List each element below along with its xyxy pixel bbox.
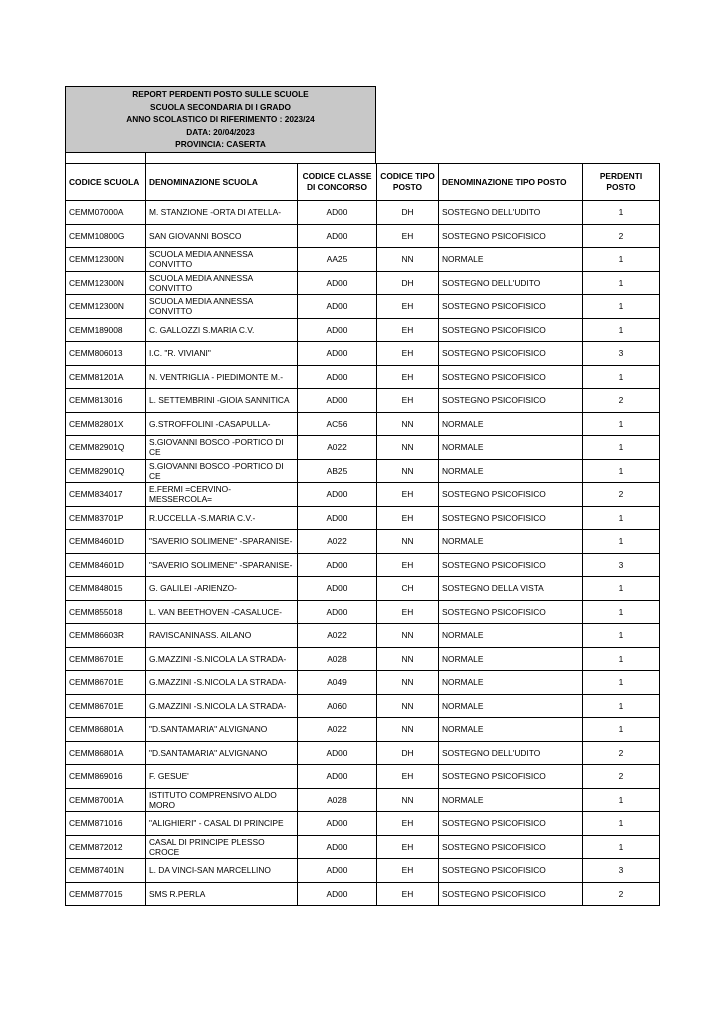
cell-codice-scuola: CEMM855018 [66, 600, 146, 624]
cell-perdenti: 2 [583, 483, 660, 507]
header-denominazione-scuola: DENOMINAZIONE SCUOLA [146, 164, 298, 201]
cell-codice-classe: AD00 [298, 389, 377, 413]
cell-denominazione-tipo: NORMALE [439, 530, 583, 554]
cell-codice-tipo: NN [377, 788, 439, 812]
cell-denominazione-tipo: SOSTEGNO PSICOFISICO [439, 506, 583, 530]
cell-codice-tipo: EH [377, 483, 439, 507]
cell-denominazione-tipo: SOSTEGNO DELL'UDITO [439, 201, 583, 225]
cell-perdenti: 1 [583, 577, 660, 601]
cell-denominazione-scuola: C. GALLOZZI S.MARIA C.V. [146, 318, 298, 342]
cell-denominazione-scuola: G.STROFFOLINI -CASAPULLA- [146, 412, 298, 436]
table-row [66, 342, 660, 366]
cell-denominazione-tipo: NORMALE [439, 671, 583, 695]
cell-denominazione-tipo: SOSTEGNO PSICOFISICO [439, 553, 583, 577]
cell-denominazione-tipo: SOSTEGNO PSICOFISICO [439, 224, 583, 248]
cell-codice-scuola: CEMM877015 [66, 882, 146, 906]
cell-perdenti: 1 [583, 248, 660, 272]
cell-denominazione-scuola: R.UCCELLA -S.MARIA C.V.- [146, 506, 298, 530]
table-row [66, 248, 660, 272]
cell-codice-classe: A028 [298, 647, 377, 671]
cell-codice-classe: A022 [298, 718, 377, 742]
cell-codice-tipo: EH [377, 318, 439, 342]
cell-denominazione-tipo: SOSTEGNO DELL'UDITO [439, 271, 583, 295]
cell-denominazione-tipo: NORMALE [439, 459, 583, 483]
cell-codice-classe: A022 [298, 436, 377, 460]
table-row [66, 483, 660, 507]
cell-codice-scuola: CEMM82901Q [66, 436, 146, 460]
cell-codice-scuola: CEMM12300N [66, 248, 146, 272]
cell-denominazione-scuola: L. VAN BEETHOVEN -CASALUCE- [146, 600, 298, 624]
cell-codice-scuola: CEMM81201A [66, 365, 146, 389]
table-row [66, 553, 660, 577]
cell-perdenti: 3 [583, 342, 660, 366]
cell-denominazione-tipo: SOSTEGNO PSICOFISICO [439, 812, 583, 836]
cell-perdenti: 1 [583, 812, 660, 836]
cell-codice-scuola: CEMM189008 [66, 318, 146, 342]
cell-codice-classe: AD00 [298, 741, 377, 765]
losers-table [65, 163, 660, 906]
cell-perdenti: 3 [583, 859, 660, 883]
cell-codice-tipo: EH [377, 882, 439, 906]
cell-denominazione-scuola: S.GIOVANNI BOSCO -PORTICO DI CE [146, 436, 298, 460]
cell-codice-tipo: EH [377, 812, 439, 836]
cell-codice-scuola: CEMM86801A [66, 718, 146, 742]
table-header-row [66, 164, 660, 201]
cell-codice-tipo: DH [377, 201, 439, 225]
table-row [66, 224, 660, 248]
cell-denominazione-scuola: CASAL DI PRINCIPE PLESSO CROCE [146, 835, 298, 859]
cell-denominazione-tipo: SOSTEGNO PSICOFISICO [439, 365, 583, 389]
cell-codice-tipo: EH [377, 506, 439, 530]
cell-codice-scuola: CEMM86603R [66, 624, 146, 648]
cell-denominazione-tipo: NORMALE [439, 436, 583, 460]
cell-codice-tipo: EH [377, 765, 439, 789]
cell-denominazione-scuola: M. STANZIONE -ORTA DI ATELLA- [146, 201, 298, 225]
cell-denominazione-scuola: G. GALILEI -ARIENZO- [146, 577, 298, 601]
cell-codice-scuola: CEMM872012 [66, 835, 146, 859]
cell-denominazione-tipo: SOSTEGNO PSICOFISICO [439, 295, 583, 319]
table-row [66, 365, 660, 389]
cell-denominazione-tipo: SOSTEGNO PSICOFISICO [439, 483, 583, 507]
cell-codice-tipo: CH [377, 577, 439, 601]
cell-codice-tipo: NN [377, 248, 439, 272]
cell-perdenti: 1 [583, 412, 660, 436]
cell-denominazione-tipo: NORMALE [439, 647, 583, 671]
cell-perdenti: 2 [583, 224, 660, 248]
cell-denominazione-scuola: ISTITUTO COMPRENSIVO ALDO MORO [146, 788, 298, 812]
cell-codice-scuola: CEMM82901Q [66, 459, 146, 483]
cell-codice-classe: AD00 [298, 577, 377, 601]
cell-codice-classe: AD00 [298, 201, 377, 225]
cell-perdenti: 1 [583, 436, 660, 460]
cell-codice-classe: AD00 [298, 506, 377, 530]
cell-codice-scuola: CEMM869016 [66, 765, 146, 789]
cell-codice-classe: AD00 [298, 271, 377, 295]
cell-codice-tipo: NN [377, 694, 439, 718]
cell-codice-classe: A022 [298, 624, 377, 648]
cell-codice-scuola: CEMM12300N [66, 271, 146, 295]
cell-denominazione-scuola: G.MAZZINI -S.NICOLA LA STRADA- [146, 671, 298, 695]
cell-codice-scuola: CEMM848015 [66, 577, 146, 601]
table-row [66, 271, 660, 295]
table-body [66, 201, 660, 906]
cell-codice-classe: AC56 [298, 412, 377, 436]
cell-codice-tipo: DH [377, 271, 439, 295]
cell-codice-tipo: DH [377, 741, 439, 765]
cell-denominazione-scuola: I.C. "R. VIVIANI" [146, 342, 298, 366]
cell-perdenti: 1 [583, 459, 660, 483]
table-row [66, 812, 660, 836]
cell-codice-tipo: EH [377, 553, 439, 577]
header-codice-tipo: CODICE TIPO POSTO [377, 164, 439, 201]
cell-perdenti: 1 [583, 600, 660, 624]
cell-codice-classe: AD00 [298, 812, 377, 836]
header-codice-classe: CODICE CLASSE DI CONCORSO [298, 164, 377, 201]
school-level: SCUOLA SECONDARIA DI I GRADO [150, 101, 291, 112]
cell-perdenti: 1 [583, 201, 660, 225]
cell-denominazione-tipo: SOSTEGNO PSICOFISICO [439, 318, 583, 342]
cell-perdenti: 1 [583, 506, 660, 530]
table-row [66, 600, 660, 624]
cell-codice-classe: A022 [298, 530, 377, 554]
cell-denominazione-scuola: "ALIGHIERI" - CASAL DI PRINCIPE [146, 812, 298, 836]
cell-codice-tipo: NN [377, 647, 439, 671]
cell-codice-tipo: NN [377, 412, 439, 436]
cell-codice-classe: AD00 [298, 224, 377, 248]
cell-denominazione-scuola: SCUOLA MEDIA ANNESSA CONVITTO [146, 271, 298, 295]
cell-denominazione-scuola: G.MAZZINI -S.NICOLA LA STRADA- [146, 694, 298, 718]
cell-perdenti: 2 [583, 765, 660, 789]
cell-perdenti: 3 [583, 553, 660, 577]
cell-denominazione-tipo: NORMALE [439, 248, 583, 272]
table-row [66, 389, 660, 413]
cell-codice-tipo: NN [377, 624, 439, 648]
cell-codice-classe: AB25 [298, 459, 377, 483]
table-row [66, 741, 660, 765]
cell-denominazione-scuola: SCUOLA MEDIA ANNESSA CONVITTO [146, 248, 298, 272]
report-header [65, 86, 376, 153]
cell-codice-scuola: CEMM07000A [66, 201, 146, 225]
cell-denominazione-scuola: SAN GIOVANNI BOSCO [146, 224, 298, 248]
table-row [66, 859, 660, 883]
cell-denominazione-tipo: NORMALE [439, 412, 583, 436]
cell-codice-tipo: EH [377, 342, 439, 366]
cell-denominazione-scuola: SMS R.PERLA [146, 882, 298, 906]
school-year: ANNO SCOLASTICO DI RIFERIMENTO : 2023/24 [126, 114, 315, 125]
cell-perdenti: 1 [583, 295, 660, 319]
cell-codice-tipo: EH [377, 859, 439, 883]
cell-codice-classe: A028 [298, 788, 377, 812]
table-row [66, 459, 660, 483]
table-row [66, 201, 660, 225]
cell-codice-classe: AD00 [298, 483, 377, 507]
header-codice-scuola: CODICE SCUOLA [66, 164, 146, 201]
cell-denominazione-scuola: N. VENTRIGLIA - PIEDIMONTE M.- [146, 365, 298, 389]
table-row [66, 436, 660, 460]
table-row [66, 765, 660, 789]
cell-perdenti: 1 [583, 835, 660, 859]
cell-codice-scuola: CEMM10800G [66, 224, 146, 248]
cell-perdenti: 1 [583, 318, 660, 342]
cell-codice-scuola: CEMM87401N [66, 859, 146, 883]
header-divider [65, 153, 376, 163]
cell-perdenti: 2 [583, 741, 660, 765]
header-perdenti: PERDENTI POSTO [583, 164, 660, 201]
table-row [66, 506, 660, 530]
cell-codice-scuola: CEMM12300N [66, 295, 146, 319]
cell-codice-tipo: NN [377, 671, 439, 695]
cell-codice-scuola: CEMM84601D [66, 553, 146, 577]
cell-denominazione-scuola: G.MAZZINI -S.NICOLA LA STRADA- [146, 647, 298, 671]
cell-denominazione-tipo: SOSTEGNO PSICOFISICO [439, 600, 583, 624]
cell-codice-tipo: EH [377, 600, 439, 624]
cell-perdenti: 1 [583, 365, 660, 389]
cell-codice-tipo: EH [377, 389, 439, 413]
cell-codice-tipo: NN [377, 530, 439, 554]
cell-perdenti: 1 [583, 530, 660, 554]
cell-denominazione-tipo: SOSTEGNO PSICOFISICO [439, 835, 583, 859]
report-title: REPORT PERDENTI POSTO SULLE SCUOLE [132, 89, 309, 100]
table-row [66, 788, 660, 812]
cell-denominazione-tipo: SOSTEGNO PSICOFISICO [439, 882, 583, 906]
cell-denominazione-tipo: SOSTEGNO PSICOFISICO [439, 342, 583, 366]
cell-denominazione-scuola: S.GIOVANNI BOSCO -PORTICO DI CE [146, 459, 298, 483]
cell-denominazione-scuola: "SAVERIO SOLIMENE" -SPARANISE- [146, 530, 298, 554]
cell-denominazione-scuola: SCUOLA MEDIA ANNESSA CONVITTO [146, 295, 298, 319]
cell-denominazione-scuola: "D.SANTAMARIA" ALVIGNANO [146, 741, 298, 765]
cell-codice-classe: AD00 [298, 835, 377, 859]
cell-denominazione-scuola: E.FERMI =CERVINO-MESSERCOLA= [146, 483, 298, 507]
cell-denominazione-tipo: SOSTEGNO DELL'UDITO [439, 741, 583, 765]
table-row [66, 671, 660, 695]
cell-codice-classe: AD00 [298, 318, 377, 342]
cell-perdenti: 1 [583, 671, 660, 695]
cell-denominazione-tipo: SOSTEGNO PSICOFISICO [439, 389, 583, 413]
table-row [66, 694, 660, 718]
table-row [66, 882, 660, 906]
cell-denominazione-scuola: L. SETTEMBRINI -GIOIA SANNITICA [146, 389, 298, 413]
cell-codice-classe: AD00 [298, 765, 377, 789]
cell-denominazione-tipo: NORMALE [439, 624, 583, 648]
cell-codice-tipo: NN [377, 718, 439, 742]
cell-codice-scuola: CEMM86701E [66, 694, 146, 718]
cell-codice-classe: A049 [298, 671, 377, 695]
cell-codice-classe: AD00 [298, 600, 377, 624]
cell-denominazione-scuola: L. DA VINCI-SAN MARCELLINO [146, 859, 298, 883]
cell-codice-scuola: CEMM834017 [66, 483, 146, 507]
cell-perdenti: 1 [583, 271, 660, 295]
cell-codice-scuola: CEMM86701E [66, 671, 146, 695]
cell-codice-scuola: CEMM806013 [66, 342, 146, 366]
cell-perdenti: 2 [583, 882, 660, 906]
cell-denominazione-scuola: F. GESUE' [146, 765, 298, 789]
table-row [66, 835, 660, 859]
table-row [66, 295, 660, 319]
cell-codice-tipo: EH [377, 224, 439, 248]
cell-denominazione-tipo: NORMALE [439, 718, 583, 742]
cell-codice-classe: AD00 [298, 365, 377, 389]
table-row [66, 624, 660, 648]
cell-denominazione-tipo: SOSTEGNO PSICOFISICO [439, 859, 583, 883]
cell-perdenti: 1 [583, 694, 660, 718]
cell-codice-scuola: CEMM87001A [66, 788, 146, 812]
cell-codice-scuola: CEMM83701P [66, 506, 146, 530]
province: PROVINCIA: CASERTA [175, 139, 266, 150]
cell-denominazione-scuola: RAVISCANINASS. AILANO [146, 624, 298, 648]
cell-codice-tipo: NN [377, 436, 439, 460]
cell-codice-scuola: CEMM86801A [66, 741, 146, 765]
cell-perdenti: 1 [583, 718, 660, 742]
cell-codice-classe: AA25 [298, 248, 377, 272]
cell-perdenti: 2 [583, 389, 660, 413]
cell-codice-tipo: EH [377, 365, 439, 389]
cell-codice-scuola: CEMM82801X [66, 412, 146, 436]
cell-codice-scuola: CEMM84601D [66, 530, 146, 554]
cell-codice-classe: AD00 [298, 882, 377, 906]
header-denominazione-tipo: DENOMINAZIONE TIPO POSTO [439, 164, 583, 201]
cell-perdenti: 1 [583, 624, 660, 648]
cell-denominazione-scuola: "SAVERIO SOLIMENE" -SPARANISE- [146, 553, 298, 577]
cell-denominazione-tipo: NORMALE [439, 694, 583, 718]
table-row [66, 718, 660, 742]
cell-denominazione-scuola: "D.SANTAMARIA" ALVIGNANO [146, 718, 298, 742]
report-date: DATA: 20/04/2023 [186, 126, 255, 137]
cell-denominazione-tipo: SOSTEGNO PSICOFISICO [439, 765, 583, 789]
table-row [66, 647, 660, 671]
cell-denominazione-tipo: SOSTEGNO DELLA VISTA [439, 577, 583, 601]
cell-codice-scuola: CEMM86701E [66, 647, 146, 671]
cell-codice-classe: AD00 [298, 553, 377, 577]
cell-perdenti: 1 [583, 788, 660, 812]
cell-perdenti: 1 [583, 647, 660, 671]
cell-codice-classe: A060 [298, 694, 377, 718]
cell-codice-classe: AD00 [298, 295, 377, 319]
cell-codice-tipo: EH [377, 295, 439, 319]
cell-codice-classe: AD00 [298, 859, 377, 883]
table-row [66, 318, 660, 342]
cell-codice-tipo: EH [377, 835, 439, 859]
cell-codice-scuola: CEMM871016 [66, 812, 146, 836]
cell-codice-classe: AD00 [298, 342, 377, 366]
cell-codice-scuola: CEMM813016 [66, 389, 146, 413]
cell-denominazione-tipo: NORMALE [439, 788, 583, 812]
table-row [66, 530, 660, 554]
table-row [66, 412, 660, 436]
cell-codice-tipo: NN [377, 459, 439, 483]
table-row [66, 577, 660, 601]
